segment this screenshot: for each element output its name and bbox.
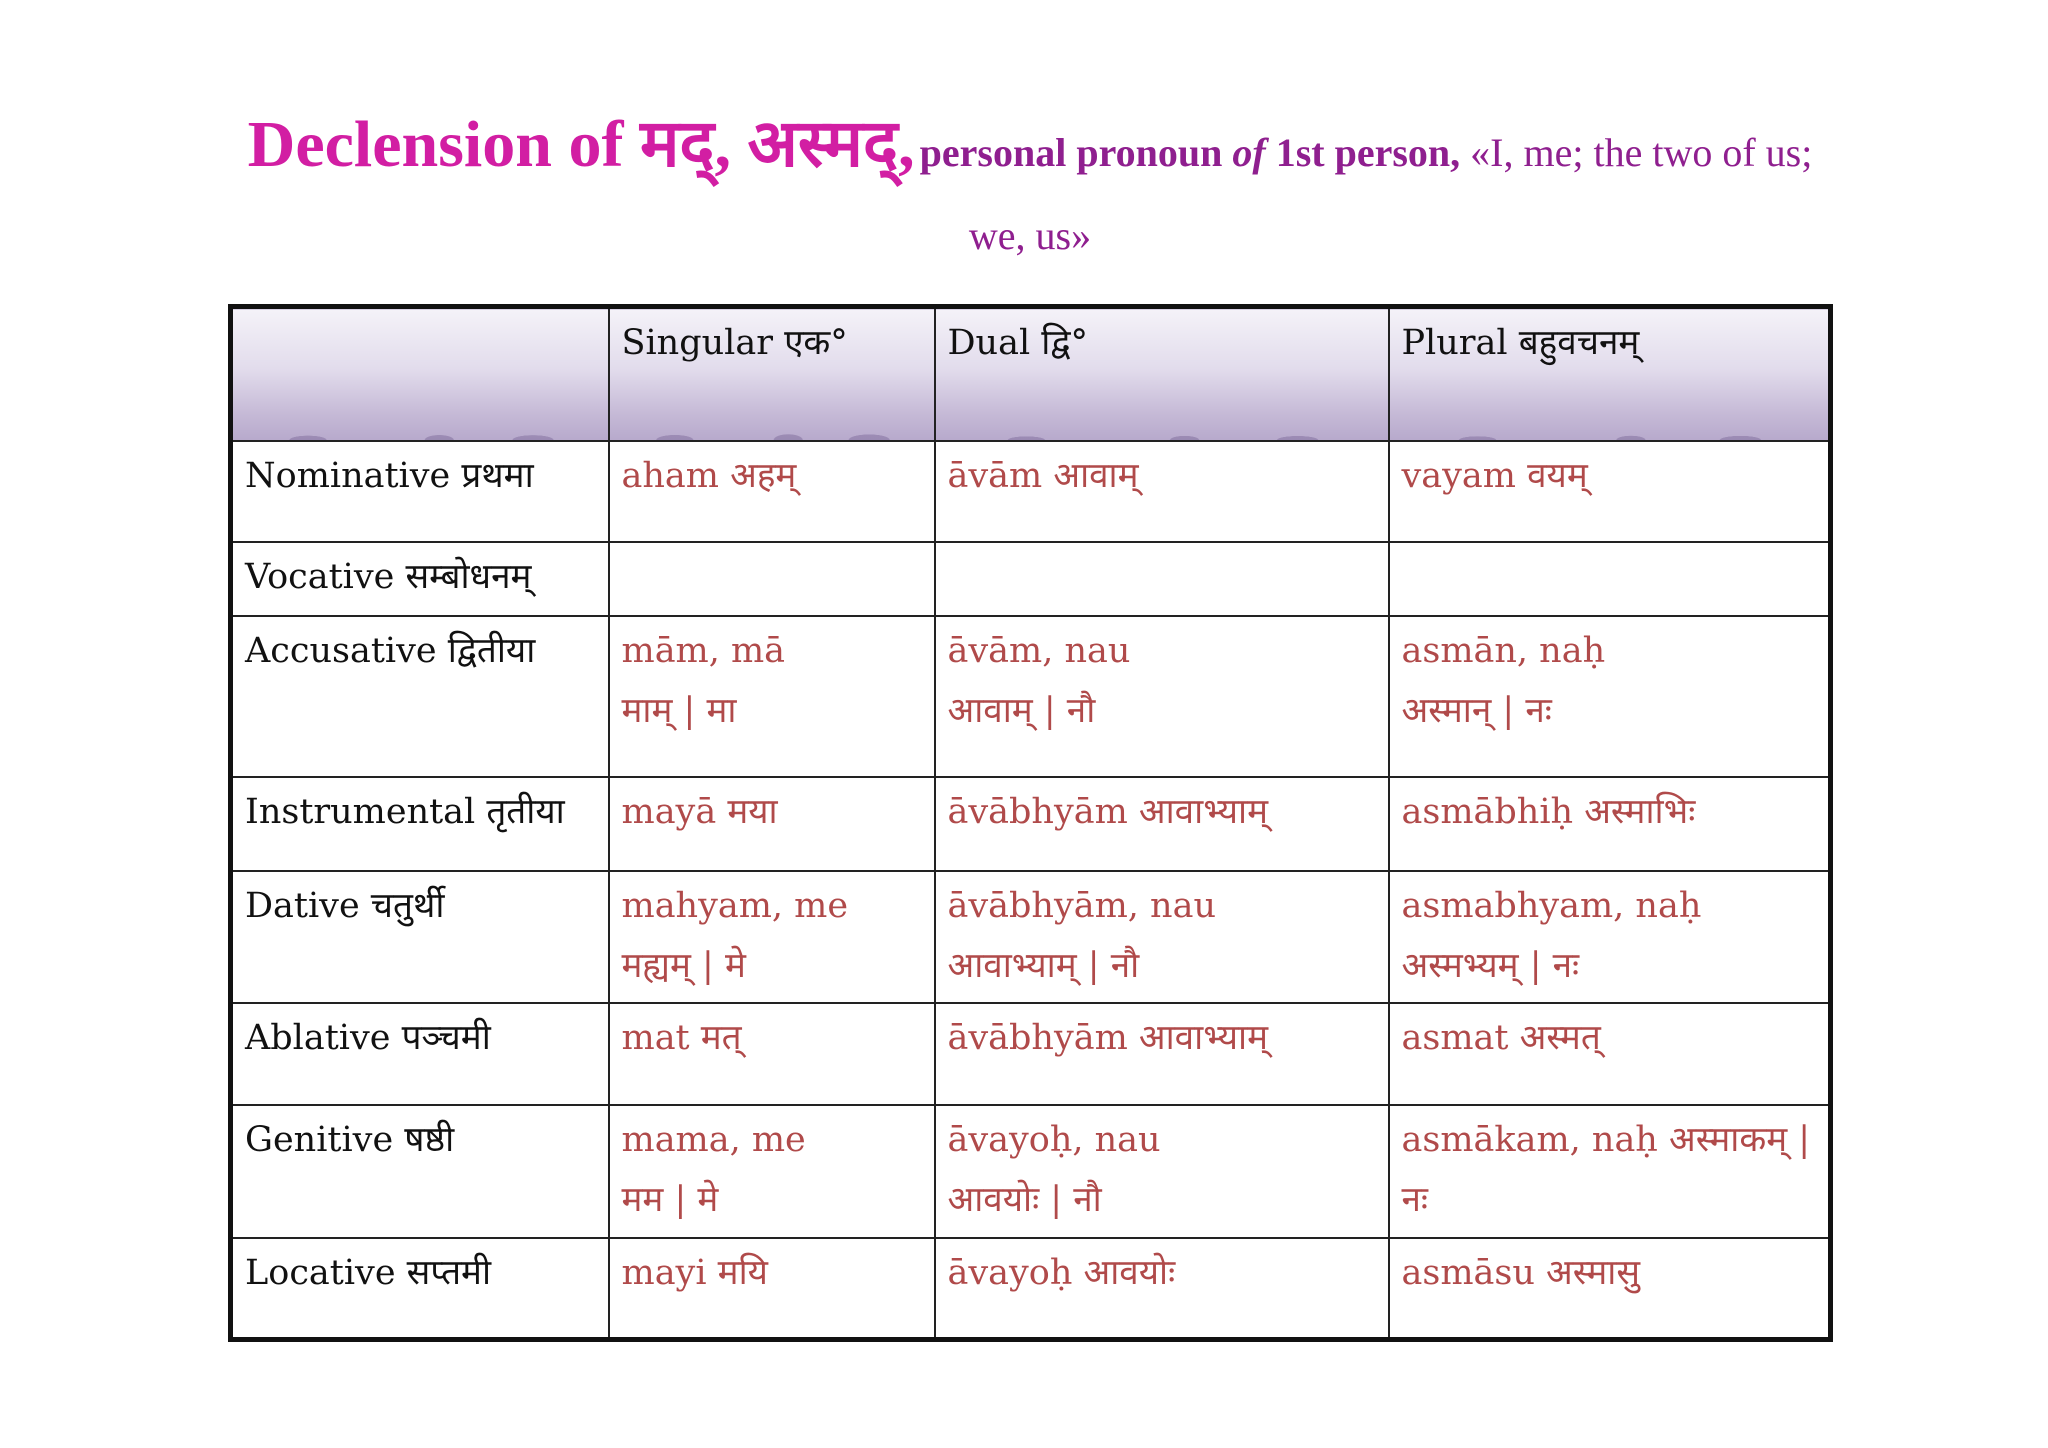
title-subtitle	[920, 130, 1460, 175]
singular-form-line: mayi मयि	[621, 1252, 768, 1293]
header-cell-blank	[231, 307, 609, 441]
dual-form-line: āvābhyām आवाभ्याम्	[947, 791, 1269, 832]
plural-form-cell	[1389, 542, 1831, 615]
dual-form-line: āvayoḥ आवयोः	[947, 1252, 1176, 1293]
plural-form-line: अस्मान् | नः	[1401, 690, 1552, 731]
plural-form-line: asmāsu अस्मासु	[1401, 1252, 1641, 1293]
singular-form-line: mama, me	[621, 1120, 806, 1161]
header-illustration	[610, 370, 934, 440]
subtitle-part-a: personal pronoun	[919, 130, 1233, 175]
dual-form-line: āvayoḥ, nau	[947, 1120, 1161, 1161]
plural-form-line: asmat अस्मत्	[1401, 1018, 1601, 1059]
dual-form-cell	[935, 1003, 1389, 1105]
singular-form-cell	[609, 542, 935, 615]
table-row	[231, 1105, 1831, 1238]
dual-form-cell	[935, 777, 1389, 871]
singular-form-line: mahyam, me	[621, 885, 849, 926]
dual-form-line: āvām आवाम्	[947, 455, 1139, 496]
singular-form-cell	[609, 1003, 935, 1105]
singular-form-cell	[609, 441, 935, 543]
table-row	[231, 871, 1831, 1004]
dual-form-line: आवाभ्याम् | नौ	[947, 945, 1140, 986]
dual-form-line: āvābhyām आवाभ्याम्	[947, 1018, 1269, 1059]
title-line-1	[200, 100, 1860, 206]
title-gloss-b: we, us»	[968, 213, 1092, 258]
plural-form-line: asmān, naḥ	[1401, 630, 1606, 671]
singular-form-line: aham अहम्	[621, 455, 797, 496]
case-name-cell: Ablative पञ्चमी	[231, 1003, 609, 1105]
dual-form-cell	[935, 616, 1389, 777]
header-cell-dual: Dual द्वि°	[935, 307, 1389, 441]
case-name-cell: Genitive षष्ठी	[231, 1105, 609, 1238]
table-row	[231, 1003, 1831, 1105]
plural-form-cell	[1389, 441, 1831, 543]
singular-form-cell	[609, 777, 935, 871]
case-name-cell: Dative चतुर्थी	[231, 871, 609, 1004]
title-main: Declension of मद्, अस्मद्,	[247, 108, 915, 181]
dual-form-cell	[935, 871, 1389, 1004]
page-title	[200, 100, 1860, 259]
table-row	[231, 616, 1831, 777]
plural-form-line: अस्मभ्यम् | नः	[1401, 945, 1580, 986]
dual-form-line: आवयोः | नौ	[947, 1180, 1102, 1221]
plural-form-line: asmabhyam, naḥ	[1401, 885, 1702, 926]
plural-form-line: vayam वयम्	[1401, 455, 1588, 496]
plural-form-cell	[1389, 1003, 1831, 1105]
case-name-cell: Accusative द्वितीया	[231, 616, 609, 777]
dual-form-cell	[935, 1238, 1389, 1340]
table-row	[231, 441, 1831, 543]
plural-form-cell	[1389, 777, 1831, 871]
table-row	[231, 777, 1831, 871]
plural-form-cell	[1389, 616, 1831, 777]
dual-form-cell	[935, 1105, 1389, 1238]
header-illustration	[936, 370, 1388, 440]
table-row	[231, 542, 1831, 615]
case-name-cell: Vocative सम्बोधनम्	[231, 542, 609, 615]
dual-form-line: āvām, nau	[947, 630, 1131, 671]
plural-form-cell	[1389, 1105, 1831, 1238]
singular-form-line: मम | मे	[621, 1180, 719, 1221]
plural-form-cell	[1389, 1238, 1831, 1340]
case-name-cell: Nominative प्रथमा	[231, 441, 609, 543]
dual-form-cell	[935, 542, 1389, 615]
singular-form-line: mat मत्	[621, 1018, 742, 1059]
singular-form-line: मह्यम् | मे	[621, 945, 746, 986]
singular-form-cell	[609, 1105, 935, 1238]
header-illustration	[233, 370, 608, 440]
header-illustration	[1390, 370, 1829, 440]
plural-form-cell	[1389, 871, 1831, 1004]
dual-form-line: āvābhyām, nau	[947, 885, 1216, 926]
subtitle-of: of	[1232, 130, 1266, 175]
singular-form-line: mayā मया	[621, 791, 778, 832]
header-cell-plural: Plural बहुवचनम्	[1389, 307, 1831, 441]
case-name-cell: Locative सप्तमी	[231, 1238, 609, 1340]
table-row	[231, 1238, 1831, 1340]
singular-form-line: माम् | मा	[621, 690, 737, 731]
singular-form-cell	[609, 871, 935, 1004]
singular-form-line: mām, mā	[621, 630, 786, 671]
plural-form-line: asmākam, naḥ अस्माकम् | नः	[1401, 1120, 1811, 1221]
singular-form-cell	[609, 1238, 935, 1340]
singular-form-cell	[609, 616, 935, 777]
table-header-row	[231, 307, 1831, 441]
dual-form-line: आवाम् | नौ	[947, 690, 1096, 731]
subtitle-part-b: 1st person,	[1265, 130, 1461, 175]
header-cell-singular: Singular एक°	[609, 307, 935, 441]
dual-form-cell	[935, 441, 1389, 543]
title-gloss-a: «I, me; the two of us;	[1460, 130, 1813, 175]
declension-table	[228, 304, 1833, 1342]
plural-form-line: asmābhiḥ अस्माभिः	[1401, 791, 1696, 832]
case-name-cell: Instrumental तृतीया	[231, 777, 609, 871]
